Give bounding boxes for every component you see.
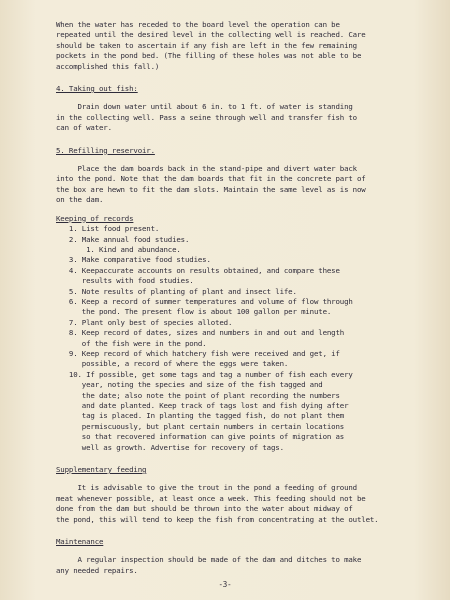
list-item: 9. Keep record of which hatchery fish were received and get, if [56,348,340,358]
text-line: any needed repairs. [56,565,138,575]
text-line: in the collecting well. Pass a seine through well and transfer fish to [56,112,357,122]
text-line: on the dam. [56,195,104,205]
text-line: can of water. [56,123,112,133]
text-line: into the pond. Note that the dam boards that fit in the concrete part of [56,174,366,184]
records-list [56,224,420,453]
list-item: permiscuously, but plant certain numbers in certain locations [56,421,345,431]
section-heading-maintenance: Maintenance [56,537,104,547]
section-heading-refilling: 5. Refilling reservoir. [56,145,155,155]
text-line: the box are hewn to fit the dam slots. Maintain the same level as is now [56,184,366,194]
section-heading-taking-out-fish: 4. Taking out fish: [56,84,138,94]
list-item: 8. Keep record of dates, sizes and numbers in and out and length [56,328,345,338]
text-line: Place the dam boards back in the stand-pipe and divert water back [56,164,357,174]
list-item: of the fish were in the pond. [56,338,207,348]
text-line: pockets in the pond bed. (The filling of these holes was not able to be [56,51,362,61]
text-line: repeated until the desired level in the collecting well is reached. Care [56,30,366,40]
section-heading-supplementary-feeding: Supplementary feeding [56,465,147,475]
list-item: 4. Keepaccurate accounts on results obtained, and compare these [56,265,340,275]
supplementary-feeding-paragraph [56,483,420,525]
list-item: 3. Make comparative food studies. [56,255,211,265]
text-line: should be taken to ascertain if any fish are left in the few remaining [56,40,357,50]
intro-paragraph [56,20,420,72]
text-line: done from the dam but should be thrown into the water about midway of [56,504,353,514]
list-item: 5. Note results of planting of plant and insect life. [56,286,297,296]
list-item: 6. Keep a record of summer temperatures and volume of flow through [56,296,353,306]
taking-out-fish-paragraph [56,102,420,133]
list-item: the pond. The present flow is about 100 gallon per minute. [56,307,332,317]
refilling-paragraph [56,164,420,206]
text-line: accomplished this fall.) [56,61,160,71]
list-item: well as growth. Advertise for recovery of tags. [56,442,284,452]
list-item: and date planted. Keep track of tags lost and fish dying after [56,401,349,410]
list-item: the date; also note the point of plant recording the numbers [56,390,340,400]
text-line: meat whenever possible, at least once a week. This feeding should not be [56,493,366,503]
text-line: A regular inspection should be made of the dam and ditches to make [56,555,362,565]
list-item: 7. Plant only best of species alloted. [56,317,233,327]
list-item: year, noting the species and size of the fish tagged and [56,380,323,390]
maintenance-paragraph [56,555,420,576]
list-item: 2. Make annual food studies. [56,234,190,244]
list-item: 10. If possible, get some tags and tag a number of fish each every [56,369,353,379]
list-item: possible, a record of where the eggs were taken. [56,359,289,369]
text-line: Drain down water until about 6 in. to 1 ft. of water is standing [56,102,353,112]
list-item: results with food studies. [56,276,194,286]
text-line: the pond, this will tend to keep the fish from concentrating at the outlet. [56,514,379,524]
list-item: 1. List food present. [56,224,160,234]
page-number: -3- [218,579,232,589]
list-item: 1. Kind and abundance. [56,244,181,254]
section-heading-records: Keeping of records [56,213,134,223]
list-item: tag is placed. In planting the tagged fish, do not plant them [56,411,345,421]
text-line: When the water has receded to the board level the operation can be [56,20,340,29]
text-line: It is advisable to give the trout in the pond a feeding of ground [56,483,357,493]
list-item: so that recovered information can give points of migration as [56,432,345,442]
